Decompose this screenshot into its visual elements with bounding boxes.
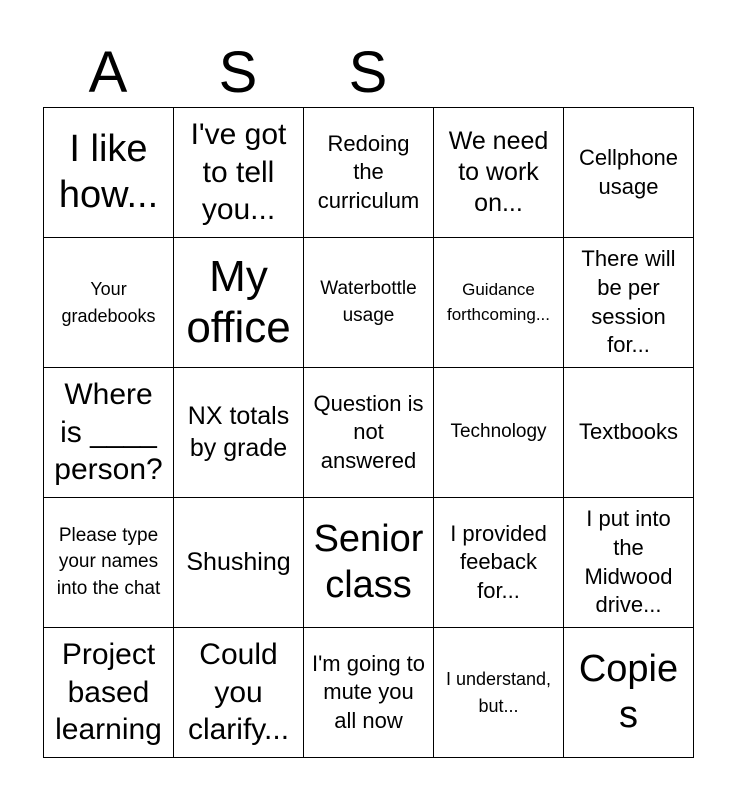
cell-text: I like how... [58, 127, 159, 216]
bingo-cell[interactable] [43, 237, 173, 367]
bingo-board [43, 107, 694, 758]
cell-text: I'm going to mute you all now [311, 650, 426, 733]
bingo-cell[interactable] [173, 107, 303, 237]
cell-text: My office [186, 251, 291, 352]
bingo-cell[interactable] [563, 627, 693, 757]
cell-text: Textbooks [578, 419, 679, 445]
cell-text: There will be per session for... [581, 246, 676, 358]
cell-text: Cellphone usage [578, 144, 679, 199]
bingo-cell[interactable] [43, 367, 173, 497]
cell-text: Where is ____ person? [54, 378, 163, 487]
bingo-cell[interactable] [433, 107, 563, 237]
cell-text: I've got to tell you... [190, 118, 287, 227]
bingo-cell[interactable] [173, 367, 303, 497]
bingo-cell[interactable] [173, 237, 303, 367]
cell-text: We need to work on... [448, 126, 549, 218]
bingo-cell[interactable] [43, 497, 173, 627]
bingo-header [43, 38, 693, 108]
cell-text: NX totals by grade [187, 402, 290, 462]
bingo-cell[interactable] [433, 367, 563, 497]
bingo-cell[interactable] [563, 237, 693, 367]
bingo-cell[interactable] [433, 237, 563, 367]
cell-text: Shushing [186, 547, 291, 576]
bingo-cell[interactable] [303, 107, 433, 237]
cell-text: Your gradebooks [61, 279, 156, 326]
cell-text: I understand, but... [445, 669, 552, 716]
bingo-cell[interactable] [173, 627, 303, 757]
bingo-cell[interactable] [433, 627, 563, 757]
bingo-cell[interactable] [303, 367, 433, 497]
bingo-cell[interactable] [563, 367, 693, 497]
bingo-cell[interactable] [303, 497, 433, 627]
header-letter-2: S [218, 40, 258, 105]
cell-text: Technology [450, 421, 547, 443]
bingo-cell[interactable] [303, 627, 433, 757]
bingo-cell[interactable] [303, 237, 433, 367]
cell-text: Please type your names into the chat [56, 524, 161, 599]
cell-text: Could you clarify... [187, 638, 290, 747]
bingo-cell[interactable] [433, 497, 563, 627]
bingo-cell[interactable] [43, 627, 173, 757]
cell-text: Waterbottle usage [320, 277, 417, 326]
bingo-cell[interactable] [563, 497, 693, 627]
bingo-cell[interactable] [563, 107, 693, 237]
cell-text: Copies [578, 647, 679, 736]
cell-text: Question is not answered [313, 390, 424, 473]
cell-text: Senior class [313, 517, 424, 606]
cell-text: Guidance forthcoming... [447, 279, 550, 324]
cell-text: Project based learning [55, 638, 162, 747]
cell-text: Redoing the curriculum [317, 130, 420, 213]
cell-text: I put into the Midwood drive... [584, 506, 673, 618]
header-letter-3: S [348, 40, 388, 105]
cell-text: I provided feeback for... [450, 520, 547, 603]
header-letter-1: A [88, 40, 128, 105]
bingo-cell[interactable] [43, 107, 173, 237]
bingo-cell[interactable] [173, 497, 303, 627]
